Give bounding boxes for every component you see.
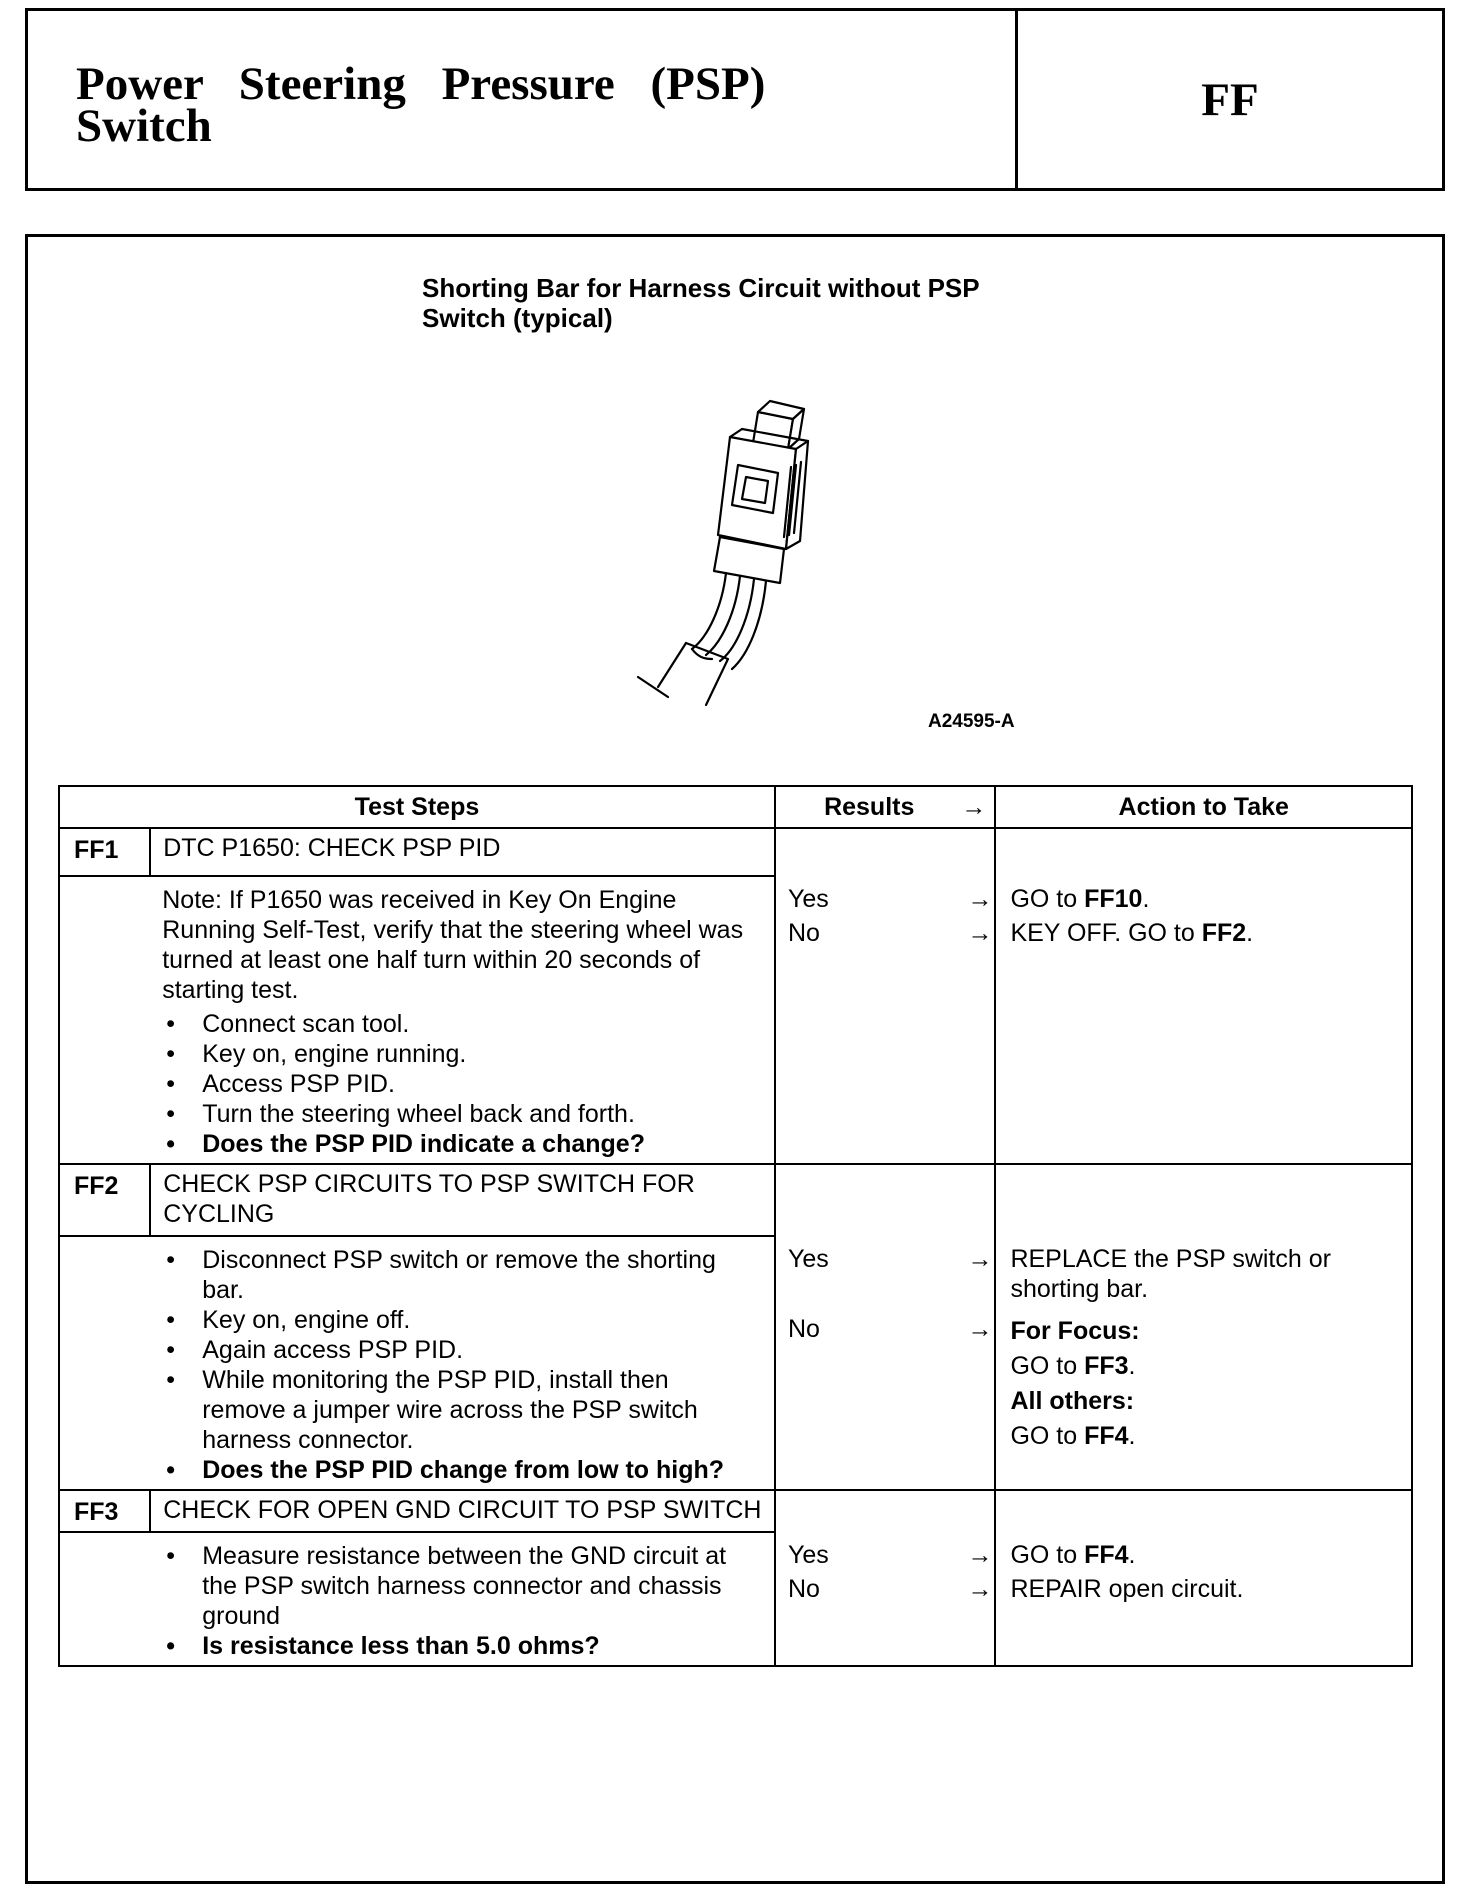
arrow-icon: →: [967, 885, 993, 913]
results-cell: [775, 1532, 996, 1666]
action-tail: .: [1128, 1422, 1136, 1450]
table-row: [59, 876, 1412, 1164]
step-bullet-list: [162, 1245, 754, 1485]
step-title: DTC P1650: CHECK PSP PID: [150, 828, 775, 876]
page-title: [28, 11, 1018, 188]
list-item: • Turn the steering wheel back and forth.: [162, 1099, 754, 1129]
step-title: CHECK FOR OPEN GND CIRCUIT TO PSP SWITCH: [150, 1490, 775, 1532]
action-others-label: All others:: [1010, 1387, 1135, 1415]
arrow-icon: →: [967, 1575, 993, 1603]
action-text: GO to: [1010, 1541, 1085, 1569]
action-tail: .: [1246, 919, 1254, 947]
list-item: • Measure resistance between the GND circuit at the PSP switch harness connector and chassis ground: [162, 1541, 754, 1631]
result-label: No: [787, 919, 820, 947]
action-tail: .: [1142, 885, 1150, 913]
page-title-line2: Switch: [76, 100, 212, 152]
step-question: • Does the PSP PID change from low to high?: [162, 1455, 754, 1485]
result-no: [776, 918, 995, 948]
step-id-spacer: [59, 876, 150, 1164]
table-row: [59, 1532, 1412, 1666]
step-content: [150, 876, 775, 1164]
step-note: Note: If P1650 was received in Key On Engine Running Self-Test, verify that the steering wheel was turned at least one half turn within 20 seconds of starting test.: [162, 886, 744, 1004]
action-yes: [1010, 1540, 1401, 1570]
step-id: FF1: [59, 828, 150, 876]
list-item: • Key on, engine running.: [162, 1039, 754, 1069]
action-yes: [1010, 884, 1401, 914]
table-row: [59, 1164, 1412, 1236]
list-item: • Connect scan tool.: [162, 1009, 754, 1039]
action-link-step: FF3: [1084, 1352, 1129, 1380]
action-tail: .: [1128, 1541, 1136, 1569]
action-text: REPAIR open circuit.: [1010, 1575, 1244, 1603]
action-no: [1010, 1574, 1401, 1604]
result-label: No: [787, 1315, 820, 1343]
list-item: • While monitoring the PSP PID, install then remove a jumper wire across the PSP switch harness connector.: [162, 1365, 754, 1455]
section-code: FF: [1201, 73, 1259, 126]
header-action: Action to Take: [995, 786, 1412, 828]
list-item: • Again access PSP PID.: [162, 1335, 754, 1365]
result-label: Yes: [787, 1541, 829, 1569]
step-title: CHECK PSP CIRCUITS TO PSP SWITCH FOR CYCLING: [150, 1164, 775, 1236]
result-label: Yes: [787, 1245, 829, 1273]
step-bullet-list: [162, 1009, 754, 1159]
step-question: • Is resistance less than 5.0 ohms?: [162, 1631, 754, 1661]
test-steps-table: [58, 785, 1413, 1667]
list-item: • Access PSP PID.: [162, 1069, 754, 1099]
result-no: [776, 1314, 995, 1344]
action-link-step: FF4: [1084, 1422, 1129, 1450]
step-id-spacer: [59, 1236, 150, 1490]
action-focus-label: For Focus:: [1010, 1317, 1140, 1345]
shorting-bar-illustration: [608, 387, 868, 707]
action-link-step: FF10: [1084, 885, 1143, 913]
step-content: [150, 1532, 775, 1666]
result-yes: [776, 1244, 995, 1274]
result-no: [776, 1574, 995, 1604]
action-no: [1010, 918, 1401, 948]
table-row: [59, 1236, 1412, 1490]
arrow-icon: →: [967, 1541, 993, 1569]
arrow-icon: →: [967, 919, 993, 947]
step-question: • Does the PSP PID indicate a change?: [162, 1129, 754, 1159]
header-results: [775, 786, 996, 828]
action-link-step: FF2: [1201, 919, 1247, 947]
table-row: [59, 828, 1412, 876]
figure-title: Shorting Bar for Harness Circuit without PSP Switch (typical): [422, 273, 980, 333]
header-arrow-icon: →: [961, 793, 987, 821]
action-text: KEY OFF. GO to: [1010, 919, 1202, 947]
header-results-label: Results: [824, 793, 915, 821]
action-no: [1010, 1314, 1401, 1454]
action-link-step: FF4: [1084, 1541, 1129, 1569]
page-header: [25, 8, 1445, 191]
action-cell-empty: [995, 828, 1412, 876]
arrow-icon: →: [967, 1315, 993, 1343]
list-item: • Key on, engine off.: [162, 1305, 754, 1335]
result-yes: [776, 1540, 995, 1570]
action-cell-empty: [995, 1490, 1412, 1532]
step-bullet-list: [162, 1541, 754, 1661]
action-yes: REPLACE the PSP switch or shorting bar.: [1010, 1245, 1331, 1303]
step-id-spacer: [59, 1532, 150, 1666]
list-item: • Disconnect PSP switch or remove the shorting bar.: [162, 1245, 754, 1305]
results-cell: [775, 1236, 996, 1490]
results-cell-empty: [775, 828, 996, 876]
action-tail: .: [1128, 1352, 1136, 1380]
action-cell: [995, 1532, 1412, 1666]
result-label: Yes: [787, 885, 829, 913]
content-panel: [25, 234, 1445, 1884]
result-yes: [776, 884, 995, 914]
action-cell-empty: [995, 1164, 1412, 1236]
action-cell: [995, 1236, 1412, 1490]
action-text: GO to: [1010, 885, 1085, 913]
header-test-steps: Test Steps: [59, 786, 775, 828]
results-cell: [775, 876, 996, 1164]
results-cell-empty: [775, 1164, 996, 1236]
action-text: GO to: [1010, 1422, 1085, 1450]
result-label: No: [787, 1575, 820, 1603]
figure-id: A24595-A: [928, 711, 1015, 732]
step-id: FF2: [59, 1164, 150, 1236]
step-content: [150, 1236, 775, 1490]
results-cell-empty: [775, 1490, 996, 1532]
arrow-icon: →: [967, 1245, 993, 1273]
table-header-row: [59, 786, 1412, 828]
action-text: GO to: [1010, 1352, 1085, 1380]
action-cell: [995, 876, 1412, 1164]
step-id: FF3: [59, 1490, 150, 1532]
table-row: [59, 1490, 1412, 1532]
page-title-line1: Power Steering Pressure (PSP): [76, 58, 766, 110]
